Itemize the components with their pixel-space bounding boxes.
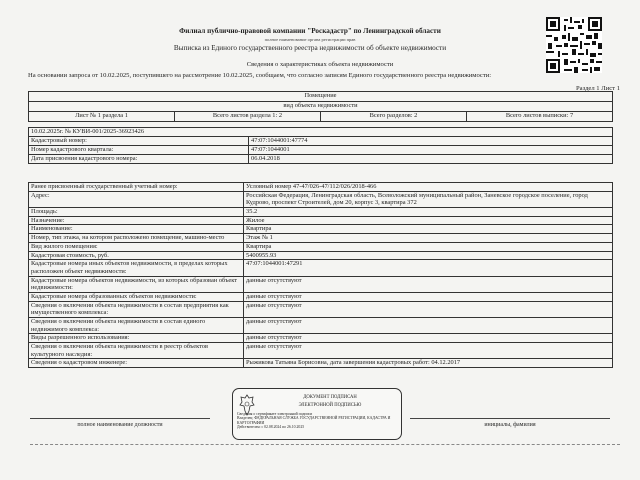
detail-label: Ранее присвоенный государственный учетный номер: <box>29 183 244 192</box>
assignment-date-value: 06.04.2018 <box>249 155 613 164</box>
request-basis: На основании запроса от 10.02.2025, поступившего на рассмотрение 10.02.2025, сообщаем, что согласно записям Единого государственного реестра недвижимости: <box>28 72 492 79</box>
document-number: 10.02.2025г. № КУВИ-001/2025-36923426 <box>29 128 613 137</box>
detail-label: Площадь: <box>29 208 244 217</box>
summary-table <box>28 91 613 122</box>
quarter-number-value: 47:07:1044001 <box>249 146 613 155</box>
detail-value: данные отсутствуют <box>244 276 613 292</box>
sheet-number: Лист № 1 раздела 1 <box>29 112 175 122</box>
detail-row <box>29 216 613 225</box>
detail-value: данные отсутствуют <box>244 292 613 301</box>
sections-total: Всего разделов: 2 <box>321 112 467 122</box>
detail-label: Назначение: <box>29 216 244 225</box>
detail-label: Кадастровые номера объектов недвижимости, из которых образован объект недвижимости: <box>29 276 244 292</box>
position-line <box>30 418 210 419</box>
detail-value: 35.2 <box>244 208 613 217</box>
detail-label: Адрес: <box>29 191 244 207</box>
sheet-reference: Раздел 1 Лист 1 <box>576 85 620 92</box>
detail-value: Этаж № 1 <box>244 234 613 243</box>
detail-value: 5400955.93 <box>244 251 613 260</box>
sheets-in-section: Всего листов раздела 1: 2 <box>175 112 321 122</box>
name-caption: инициалы, фамилия <box>484 422 536 428</box>
detail-value: Рыжикова Татьяна Борисовна, дата завершения кадастровых работ: 04.12.2017 <box>244 359 613 368</box>
detail-label: Кадастровая стоимость, руб. <box>29 251 244 260</box>
stamp-line-5: Действителен: с 02.08.2024 по 26.10.2025 <box>237 425 305 430</box>
detail-row <box>29 251 613 260</box>
detail-value: данные отсутствуют <box>244 334 613 343</box>
cadastral-number-label: Кадастровый номер: <box>29 137 249 146</box>
detail-value: данные отсутствуют <box>244 318 613 334</box>
object-type: Помещение <box>29 92 613 102</box>
detail-label: Сведения о кадастровом инженере: <box>29 359 244 368</box>
stamp-line-3: Сведения о сертификате электронной подписи <box>237 412 313 416</box>
detail-label: Сведения о включении объекта недвижимости в состав единого недвижимого комплекса: <box>29 318 244 334</box>
detail-value: Российская Федерация, Ленинградская область, Всеволожский муниципальный район, Заневское городское поселение, город Кудрово, проспект Строителей, дом 20, корпус 3, квартира 372 <box>244 191 613 207</box>
detail-row <box>29 183 613 192</box>
page-bottom-divider <box>30 444 620 445</box>
stamp-line-4: Владелец: ФЕДЕРАЛЬНАЯ СЛУЖБА ГОСУДАРСТВЕННОЙ РЕГИСТРАЦИИ, КАДАСТРА И КАРТОГРАФИИ <box>237 416 391 425</box>
detail-row <box>29 260 613 276</box>
detail-row <box>29 359 613 368</box>
object-type-caption: вид объекта недвижимости <box>29 102 613 112</box>
quarter-number-label: Номер кадастрового квартала: <box>29 146 249 155</box>
detail-row <box>29 276 613 292</box>
detail-row <box>29 343 613 359</box>
detail-row <box>29 318 613 334</box>
agency-name: Филиал публично-правовой компании "Роскадастр" по Ленинградской области <box>179 27 441 35</box>
detail-label: Сведения о включении объекта недвижимости в состав предприятия как имущественного комплекса: <box>29 301 244 317</box>
e-signature-stamp <box>232 388 402 440</box>
detail-label: Сведения о включении объекта недвижимости в реестр объектов культурного наследия: <box>29 343 244 359</box>
detail-row <box>29 334 613 343</box>
document-title: Выписка из Единого государственного реестра недвижимости об объекте недвижимости <box>173 44 447 52</box>
detail-row <box>29 292 613 301</box>
name-line <box>410 418 610 419</box>
detail-value: Квартира <box>244 225 613 234</box>
details-table <box>28 182 613 368</box>
detail-label: Кадастровые номера иных объектов недвижимости, в пределах которых расположен объект недвижимости: <box>29 260 244 276</box>
detail-row <box>29 191 613 207</box>
detail-value: 47:07:1044001:47291 <box>244 260 613 276</box>
qr-code-icon <box>546 17 602 73</box>
section-title: Сведения о характеристиках объекта недвижимости <box>246 61 394 68</box>
detail-row <box>29 234 613 243</box>
detail-label: Наименование: <box>29 225 244 234</box>
stamp-certificate-info <box>237 412 397 429</box>
detail-value: данные отсутствуют <box>244 343 613 359</box>
detail-row <box>29 225 613 234</box>
detail-row <box>29 301 613 317</box>
detail-row <box>29 208 613 217</box>
detail-label: Виды разрешенного использования: <box>29 334 244 343</box>
assignment-date-label: Дата присвоения кадастрового номера: <box>29 155 249 164</box>
detail-label: Вид жилого помещения: <box>29 242 244 251</box>
detail-value: Условный номер 47-47/026-47/112/026/2018-466 <box>244 183 613 192</box>
cadastral-number-value: 47:07:1044001:47774 <box>249 137 613 146</box>
detail-value: Жилое <box>244 216 613 225</box>
agency-caption: полное наименование органа регистрации прав <box>264 37 356 42</box>
stamp-line-2: ЭЛЕКТРОННОЙ ПОДПИСЬЮ <box>298 403 362 408</box>
id-table <box>28 127 613 164</box>
detail-value: Квартира <box>244 242 613 251</box>
detail-value: данные отсутствуют <box>244 301 613 317</box>
sheets-total: Всего листов выписки: 7 <box>467 112 613 122</box>
detail-label: Кадастровые номера образованных объектов недвижимости: <box>29 292 244 301</box>
stamp-line-1: ДОКУМЕНТ ПОДПИСАН <box>303 395 357 400</box>
position-caption: полное наименование должности <box>77 422 163 428</box>
detail-label: Номер, тип этажа, на котором расположено помещение, машино-место <box>29 234 244 243</box>
detail-row <box>29 242 613 251</box>
